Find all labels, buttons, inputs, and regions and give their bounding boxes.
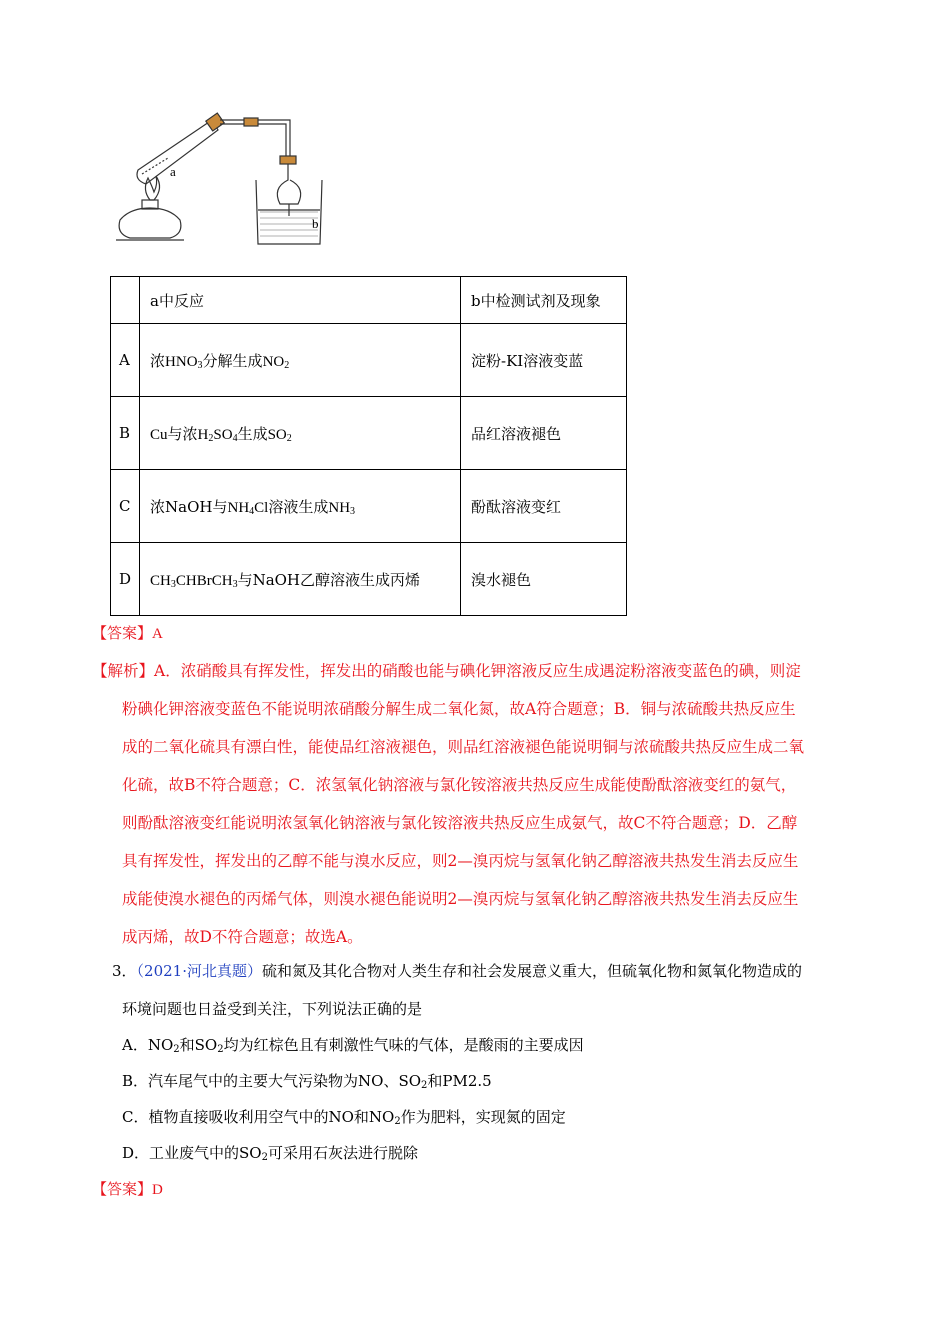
reaction-cell: $CH_3CHBrCH_3$与NaOH乙醇溶液生成丙烯 [140,543,461,616]
reagent-cell: 淀粉-KI溶液变蓝 [461,324,627,397]
table-header-cell: b中检测试剂及现象 [461,277,627,324]
reaction-table [110,276,627,616]
reagent-cell: 溴水褪色 [461,543,627,616]
answer-value: A [152,626,163,642]
option-a: A．$NO_2$和$SO_2$均为红棕色且有刺激性气味的气体，是酸雨的主要成因 [122,1036,584,1055]
option-d: D．工业废气中的$SO_2$可采用石灰法进行脱除 [122,1144,418,1163]
reaction-cell: 浓$HNO_3$分解生成$NO_2$ [140,324,461,397]
reagent-cell: 品红溶液褪色 [461,397,627,470]
label-a: a [170,164,176,179]
question-source: （2021·河北真题） [136,962,262,980]
question-number: 3． [112,962,137,980]
label-b: b [312,216,319,231]
question-3-stem-cont: 环境问题也日益受到关注，下列说法正确的是 [122,1000,423,1018]
test-tube-a [137,120,218,184]
row-key: A [111,324,140,397]
option-c: C．植物直接吸收利用空气中的NO和$NO_2$作为肥料，实现氮的固定 [122,1108,566,1127]
answer-line-3 [92,1178,163,1199]
analysis-line: 【解析】A．浓硝酸具有挥发性，挥发出的硝酸也能与碘化钾溶液反应生成遇淀粉溶液变蓝色的碘，则淀 [92,662,801,680]
analysis-line: 成丙烯，故D不符合题意；故选A。 [122,928,363,946]
alcohol-lamp [119,208,181,238]
answer-line [92,622,163,643]
table-row [111,470,627,543]
answer-label: 【答案】 [92,1180,153,1198]
analysis-line: 粉碘化钾溶液变蓝色不能说明浓硝酸分解生成二氧化氮，故A符合题意；B．铜与浓硫酸共热反应生 [122,700,796,718]
reaction-cell: 浓NaOH与$NH_4Cl$溶液生成$NH_3$ [140,470,461,543]
answer-label: 【答案】 [92,624,153,642]
answer-value: D [152,1182,163,1198]
option-b: B．汽车尾气中的主要大气污染物为NO、$SO_2$和PM2.5 [122,1072,492,1091]
reaction-cell: Cu与浓$H_2SO_4$生成$SO_2$ [140,397,461,470]
table-header-cell [111,277,140,324]
analysis-label: 【解析】 [92,662,155,680]
reagent-cell: 酚酞溶液变红 [461,470,627,543]
row-key: D [111,543,140,616]
row-key: C [111,470,140,543]
analysis-line: 成能使溴水褪色的丙烯气体，则溴水褪色能说明2—溴丙烷与氢氧化钠乙醇溶液共热发生消去反应生 [122,890,799,908]
analysis-line: 化硫，故B不符合题意；C．浓氢氧化钠溶液与氯化铵溶液共热反应生成能使酚酞溶液变红的氨气， [122,776,797,794]
table-row [111,543,627,616]
table-header-row [111,277,627,324]
analysis-line: 具有挥发性，挥发出的乙醇不能与溴水反应，则2—溴丙烷与氢氧化钠乙醇溶液共热发生消去反应生 [122,852,799,870]
row-key: B [111,397,140,470]
experiment-apparatus-figure [108,108,338,248]
inverted-funnel [277,164,300,204]
analysis-line: 则酚酞溶液变红能说明浓氢氧化钠溶液与氯化铵溶液共热反应生成氨气，故C不符合题意；D．乙醇 [122,814,798,832]
table-header-cell: a中反应 [140,277,461,324]
table-row [111,397,627,470]
table-row [111,324,627,397]
question-3-stem: 3．（2021·河北真题）硫和氮及其化合物对人类生存和社会发展意义重大，但硫氧化物和氮氧化物造成的 [112,962,803,980]
analysis-block [92,652,862,956]
analysis-line: 成的二氧化硫具有漂白性，能使品红溶液褪色，则品红溶液褪色能说明铜与浓硫酸共热反应生成二氧 [122,738,805,756]
